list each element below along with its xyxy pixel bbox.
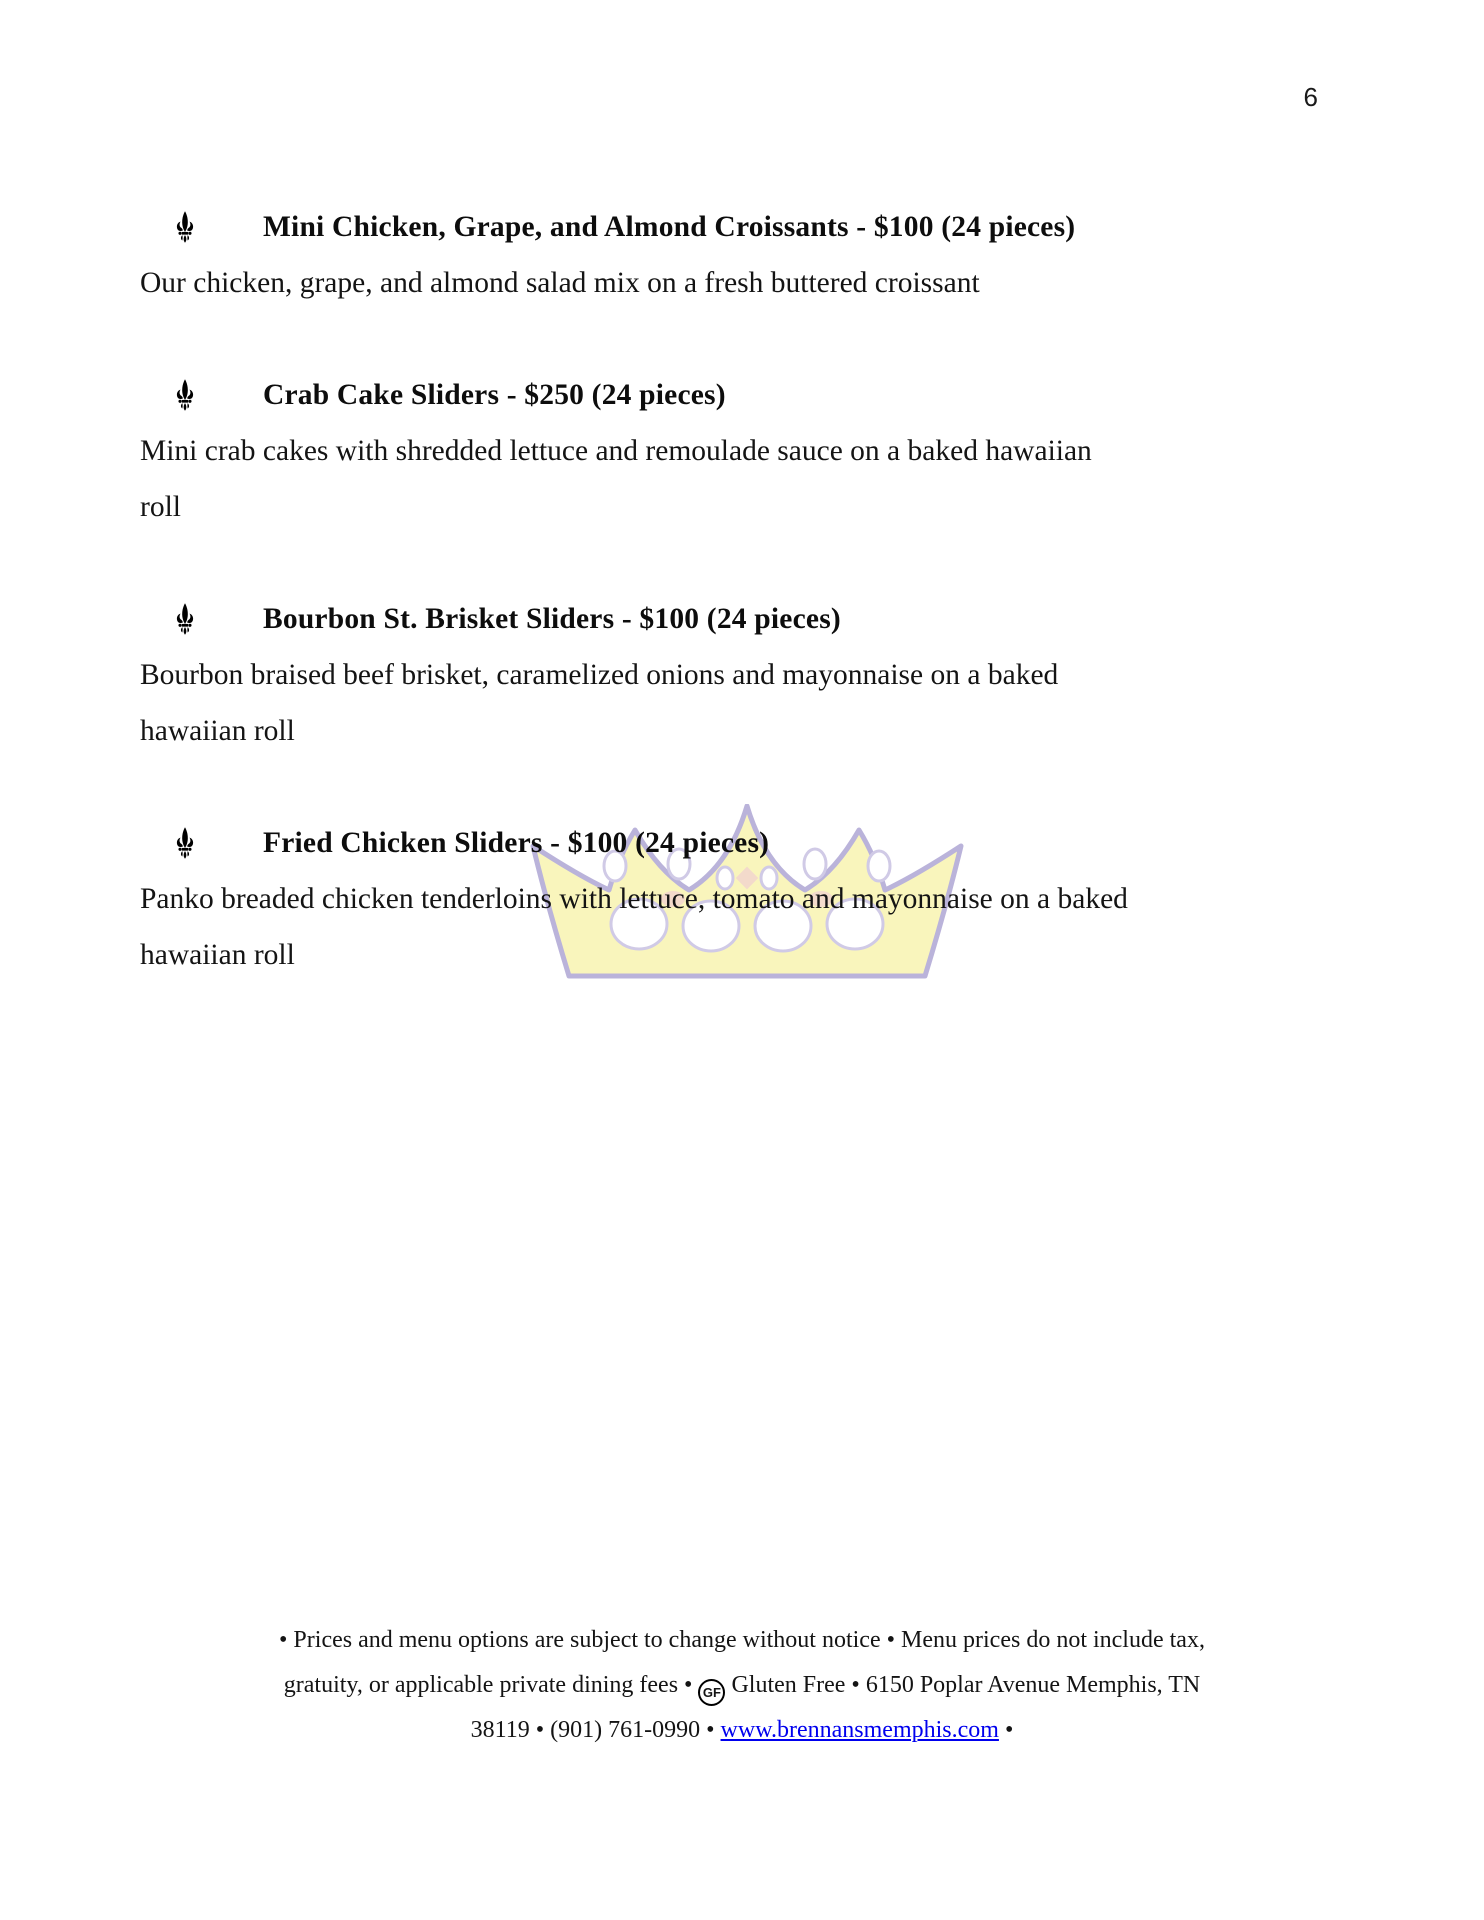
- gluten-free-icon: GF: [698, 1679, 725, 1706]
- footer-line-3-text: 38119 • (901) 761-0990 •: [470, 1717, 721, 1743]
- menu-item-title-row: [140, 815, 1344, 871]
- menu-item-description: hawaiian roll: [140, 939, 295, 971]
- menu-item-description: Panko breaded chicken tenderloins with lettuce, tomato and mayonnaise on a baked: [140, 883, 1128, 915]
- footer-line-3-text: •: [998, 1717, 1014, 1743]
- menu-item-title: Mini Chicken, Grape, and Almond Croissants - $100 (24 pieces): [263, 211, 1076, 243]
- footer-line-2: [140, 1663, 1344, 1708]
- menu-item-description: hawaiian roll: [140, 715, 295, 747]
- footer-line-1: • Prices and menu options are subject to change without notice • Menu prices do not include tax,: [279, 1627, 1205, 1653]
- menu-item-title: Bourbon St. Brisket Sliders - $100 (24 pieces): [263, 603, 841, 635]
- menu-list: [140, 199, 1344, 1039]
- menu-item: [140, 591, 1344, 759]
- fleur-de-lis-icon: [176, 602, 194, 636]
- footer-disclaimer: [140, 1618, 1344, 1753]
- menu-item-title: Crab Cake Sliders - $250 (24 pieces): [263, 379, 726, 411]
- menu-item: [140, 815, 1344, 983]
- page-number: 6: [1303, 82, 1318, 112]
- footer-line-2-text: Gluten Free • 6150 Poplar Avenue Memphis, TN: [725, 1672, 1201, 1698]
- menu-item-title-row: [140, 591, 1344, 647]
- menu-item-description: Bourbon braised beef brisket, caramelized onions and mayonnaise on a baked: [140, 659, 1059, 691]
- footer-line-3: [140, 1708, 1344, 1753]
- menu-item-description: Mini crab cakes with shredded lettuce and remoulade sauce on a baked hawaiian: [140, 435, 1092, 467]
- fleur-de-lis-icon: [176, 210, 194, 244]
- fleur-de-lis-icon: [176, 826, 194, 860]
- fleur-de-lis-icon: [176, 378, 194, 412]
- menu-item-description: roll: [140, 491, 181, 523]
- menu-item-title: Fried Chicken Sliders - $100 (24 pieces): [263, 827, 770, 859]
- menu-item: [140, 199, 1344, 311]
- menu-item-title-row: [140, 367, 1344, 423]
- menu-item-title-row: [140, 199, 1344, 255]
- menu-item: [140, 367, 1344, 535]
- footer-line-2-text: gratuity, or applicable private dining fees •: [283, 1672, 699, 1698]
- menu-item-description: Our chicken, grape, and almond salad mix on a fresh buttered croissant: [140, 267, 980, 299]
- website-link[interactable]: www.brennansmemphis.com: [720, 1717, 999, 1743]
